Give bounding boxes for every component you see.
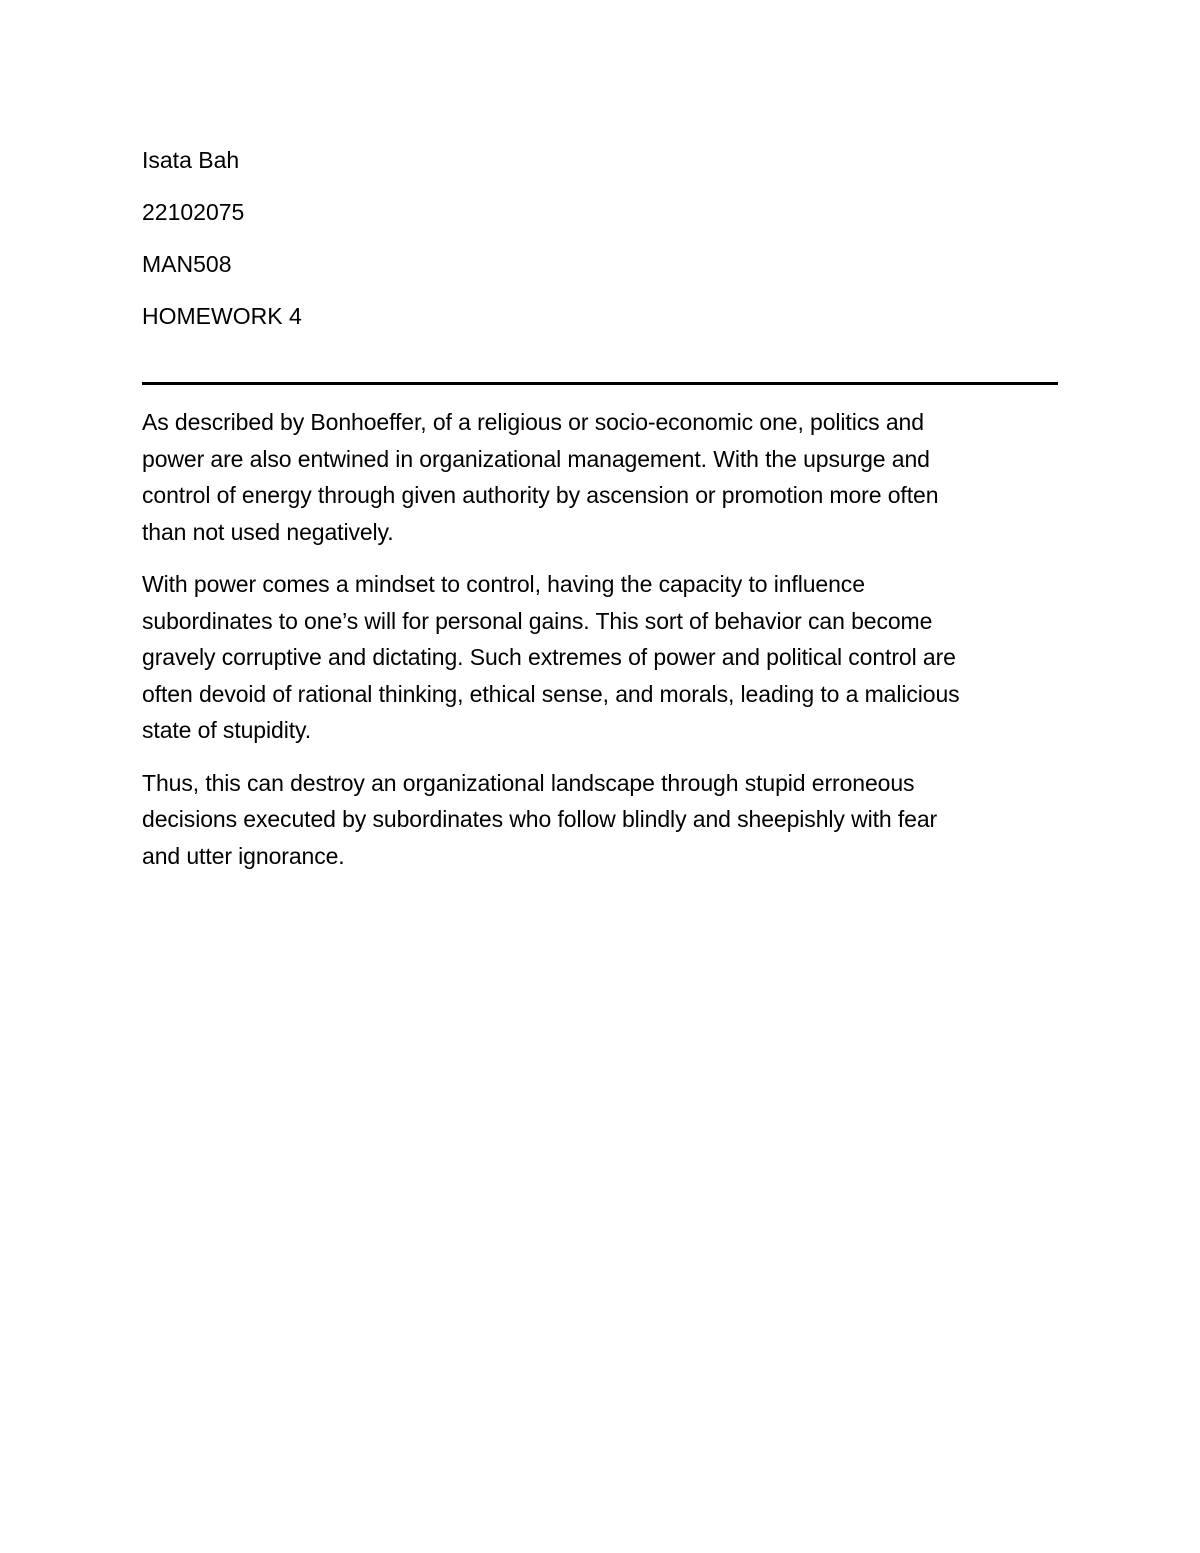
course-code: MAN508 xyxy=(142,251,232,277)
text-line: Thus, this can destroy an organizational landscape through stupid erroneous xyxy=(142,769,915,796)
text-line: gravely corruptive and dictating. Such extremes of power and political control are xyxy=(142,644,956,670)
horizontal-rule xyxy=(142,382,1058,385)
text-line: With power comes a mindset to control, having the capacity to influence xyxy=(142,571,865,597)
paragraph-2 xyxy=(142,566,1058,749)
paragraph-3 xyxy=(142,765,1058,875)
text-line: control of energy through given authority by ascension or promotion more often xyxy=(142,482,939,508)
student-id: 22102075 xyxy=(142,199,245,225)
text-line: subordinates to one’s will for personal gains. This sort of behavior can become xyxy=(142,607,933,634)
text-line: often devoid of rational thinking, ethical sense, and morals, leading to a malicious xyxy=(142,680,960,707)
text-line: and utter ignorance. xyxy=(142,842,345,869)
text-line: power are also entwined in organizational management. With the upsurge and xyxy=(142,445,930,472)
paragraph-1 xyxy=(142,404,1058,550)
text-line: As described by Bonhoeffer, of a religious or socio-economic one, politics and xyxy=(142,409,924,435)
text-line: state of stupidity. xyxy=(142,717,311,743)
text-line: than not used negatively. xyxy=(142,518,394,545)
text-line: decisions executed by subordinates who follow blindly and sheepishly with fear xyxy=(142,806,938,832)
author-name: Isata Bah xyxy=(142,147,240,173)
assignment-title: HOMEWORK 4 xyxy=(142,303,302,329)
document-body xyxy=(142,404,1058,890)
